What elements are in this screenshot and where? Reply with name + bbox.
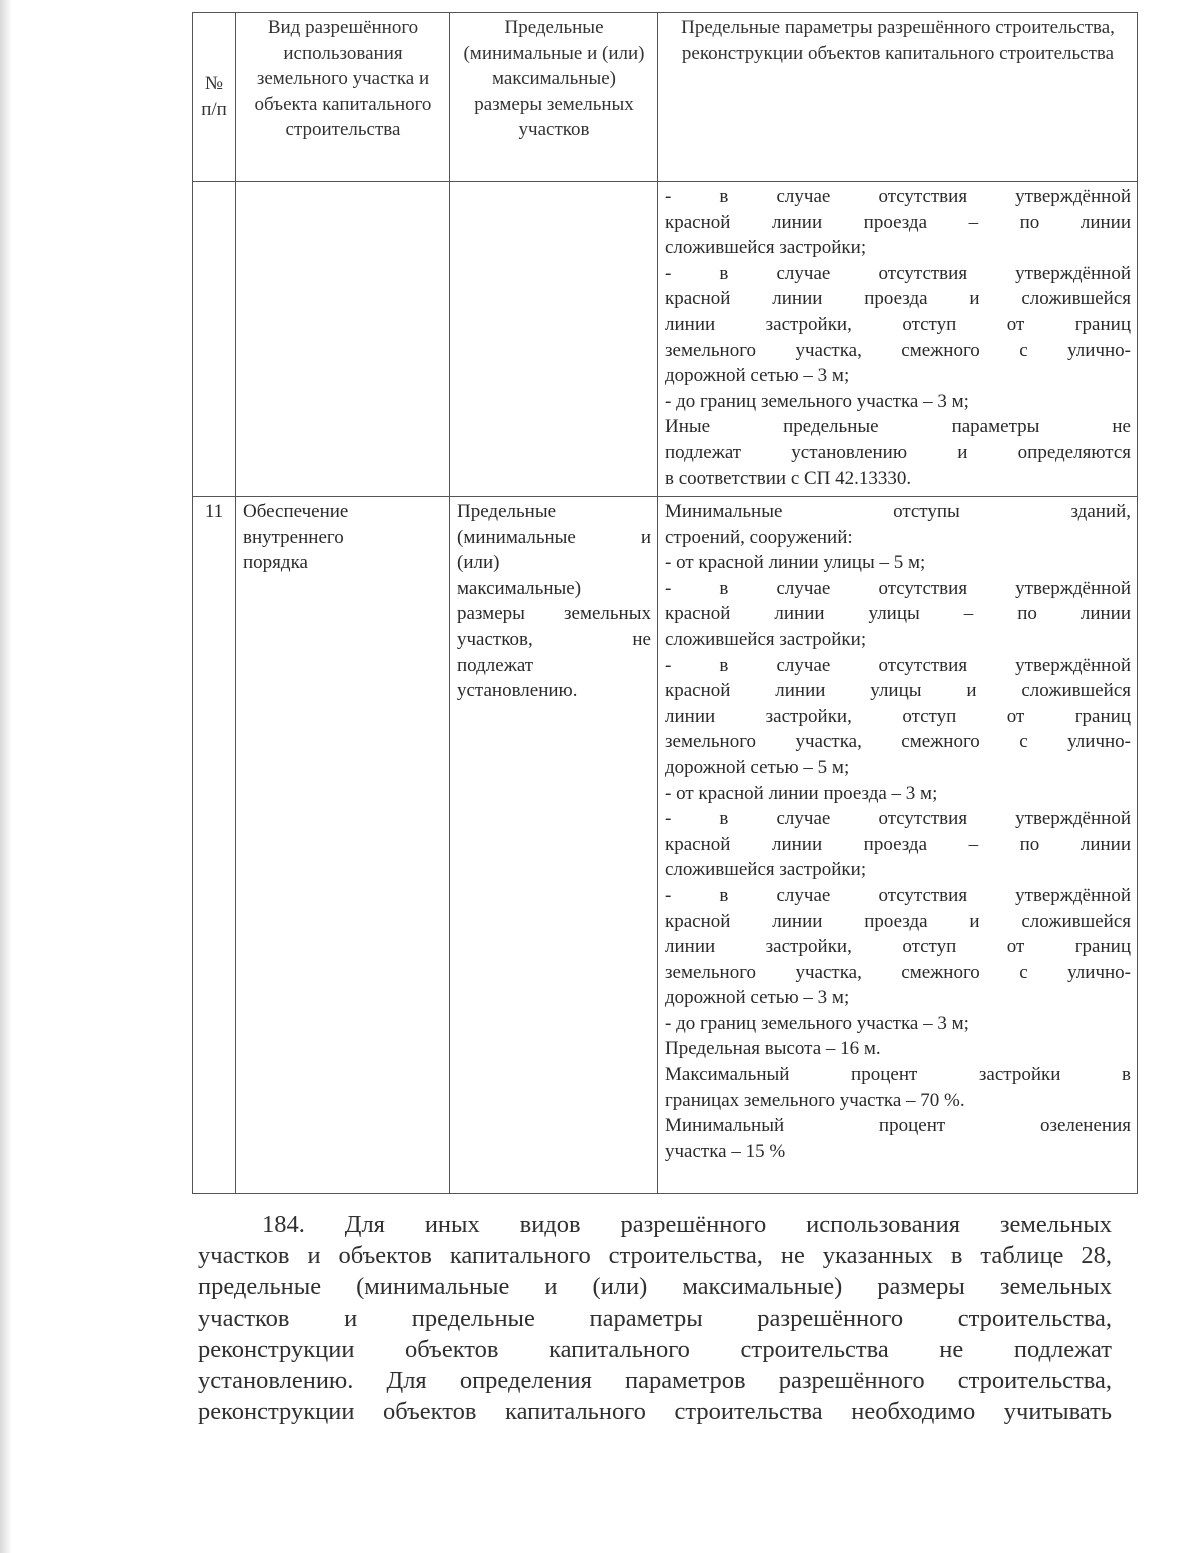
params-line: земельного участка, смежного с улично- — [665, 339, 1131, 361]
regulations-table — [192, 12, 1138, 1194]
scan-edge-shadow — [0, 0, 12, 1553]
params-line: участка – 15 % — [665, 1140, 786, 1162]
paragraph-line: участков и объектов капитального строительства, не указанных в таблице 28, — [198, 1242, 1112, 1270]
type-line: внутреннего — [243, 526, 344, 548]
paragraph-line: реконструкции объектов капитального строительства необходимо учитывать — [198, 1398, 1112, 1426]
cell-num-empty — [193, 182, 236, 497]
params-line: - от красной линии улицы – 5 м; — [665, 552, 926, 574]
table-row-11 — [193, 497, 1138, 1194]
params-line: - в случае отсутствия утверждённой — [665, 186, 1131, 207]
params-line: красной линии улицы – по линии — [665, 603, 1131, 625]
params-line: - в случае отсутствия утверждённой — [665, 808, 1131, 830]
paragraph-line: участков и предельные параметры разрешённого строительства, — [198, 1304, 1112, 1332]
params-line: дорожной сетью – 5 м; — [665, 756, 850, 778]
paragraph-line: реконструкции объектов капитального строительства не подлежат — [198, 1335, 1112, 1363]
params-line: подлежат установлению и определяются — [665, 441, 1131, 463]
paragraph-line: 184. Для иных видов разрешённого использования земельных — [262, 1211, 1112, 1238]
params-line: в соответствии с СП 42.13330. — [665, 467, 912, 489]
sizes-line: установлению. — [457, 680, 578, 702]
params-line: - в случае отсутствия утверждённой — [665, 884, 1131, 906]
params-line: сложившейся застройки; — [665, 237, 867, 259]
header-col-params: Предельные параметры разрешённого строительства, реконструкции объектов капитального строительства — [658, 13, 1138, 182]
params-line: линии застройки, отступ от границ — [665, 313, 1131, 335]
params-line: Минимальные отступы зданий, — [665, 501, 1131, 522]
params-line: красной линии проезда – по линии — [665, 833, 1131, 855]
cell-sizes-empty — [450, 182, 658, 497]
header-col-type: Вид разрешённого использования земельного участка и объекта капитального строительства — [236, 13, 450, 182]
table-row-continuation — [193, 182, 1138, 497]
sizes-line: (или) — [457, 552, 500, 574]
header-num-sign: № — [204, 73, 224, 95]
params-line: - в случае отсутствия утверждённой — [665, 654, 1131, 676]
params-line: строений, сооружений: — [665, 526, 853, 548]
params-line: - в случае отсутствия утверждённой — [665, 262, 1131, 284]
paragraph-line: предельные (минимальные и (или) максимальные) размеры земельных — [198, 1273, 1112, 1301]
params-line: красной линии улицы и сложившейся — [665, 680, 1131, 702]
params-line: земельного участка, смежного с улично- — [665, 961, 1131, 983]
cell-type — [236, 497, 450, 1194]
params-line: дорожной сетью – 3 м; — [665, 365, 850, 387]
header-num-abbr: п/п — [201, 99, 227, 120]
header-col-num — [193, 13, 236, 182]
type-line: порядка — [243, 552, 308, 574]
params-line: красной линии проезда и сложившейся — [665, 288, 1131, 310]
cell-params-continuation — [658, 182, 1138, 497]
params-line: линии застройки, отступ от границ — [665, 936, 1131, 958]
cell-num: 11 — [193, 497, 236, 1194]
params-line: Минимальный процент озеленения — [665, 1115, 1131, 1137]
params-line: Максимальный процент застройки в — [665, 1064, 1131, 1086]
cell-params — [658, 497, 1138, 1194]
params-line: Иные предельные параметры не — [665, 416, 1131, 438]
params-line: - до границ земельного участка – 3 м; — [665, 1012, 969, 1034]
params-line: - в случае отсутствия утверждённой — [665, 577, 1131, 599]
type-line: Обеспечение — [243, 501, 349, 522]
paragraph-184 — [198, 1209, 1112, 1427]
params-line: дорожной сетью – 3 м; — [665, 987, 850, 1009]
params-line: красной линии проезда и сложившейся — [665, 910, 1131, 932]
paragraph-line: установлению. Для определения параметров разрешённого строительства, — [198, 1367, 1112, 1395]
params-line: Предельная высота – 16 м. — [665, 1038, 881, 1060]
cell-sizes — [450, 497, 658, 1194]
sizes-line: (минимальные и — [457, 526, 651, 548]
sizes-line: размеры земельных — [457, 603, 651, 625]
params-line: красной линии проезда – по линии — [665, 211, 1131, 233]
cell-type-empty — [236, 182, 450, 497]
params-line: сложившейся застройки; — [665, 859, 867, 881]
params-line: - от красной линии проезда – 3 м; — [665, 782, 938, 804]
params-line: сложившейся застройки; — [665, 628, 867, 650]
params-line: земельного участка, смежного с улично- — [665, 731, 1131, 753]
params-line: границах земельного участка – 70 %. — [665, 1089, 965, 1111]
params-line: - до границ земельного участка – 3 м; — [665, 390, 969, 412]
params-line: линии застройки, отступ от границ — [665, 705, 1131, 727]
table-header-row — [193, 13, 1138, 182]
sizes-line: Предельные — [457, 501, 557, 522]
header-col-sizes: Предельные (минимальные и (или) максимальные) размеры земельных участков — [450, 13, 658, 182]
sizes-line: участков, не — [457, 628, 651, 650]
sizes-line: максимальные) — [457, 577, 582, 599]
sizes-line: подлежат — [457, 654, 534, 676]
